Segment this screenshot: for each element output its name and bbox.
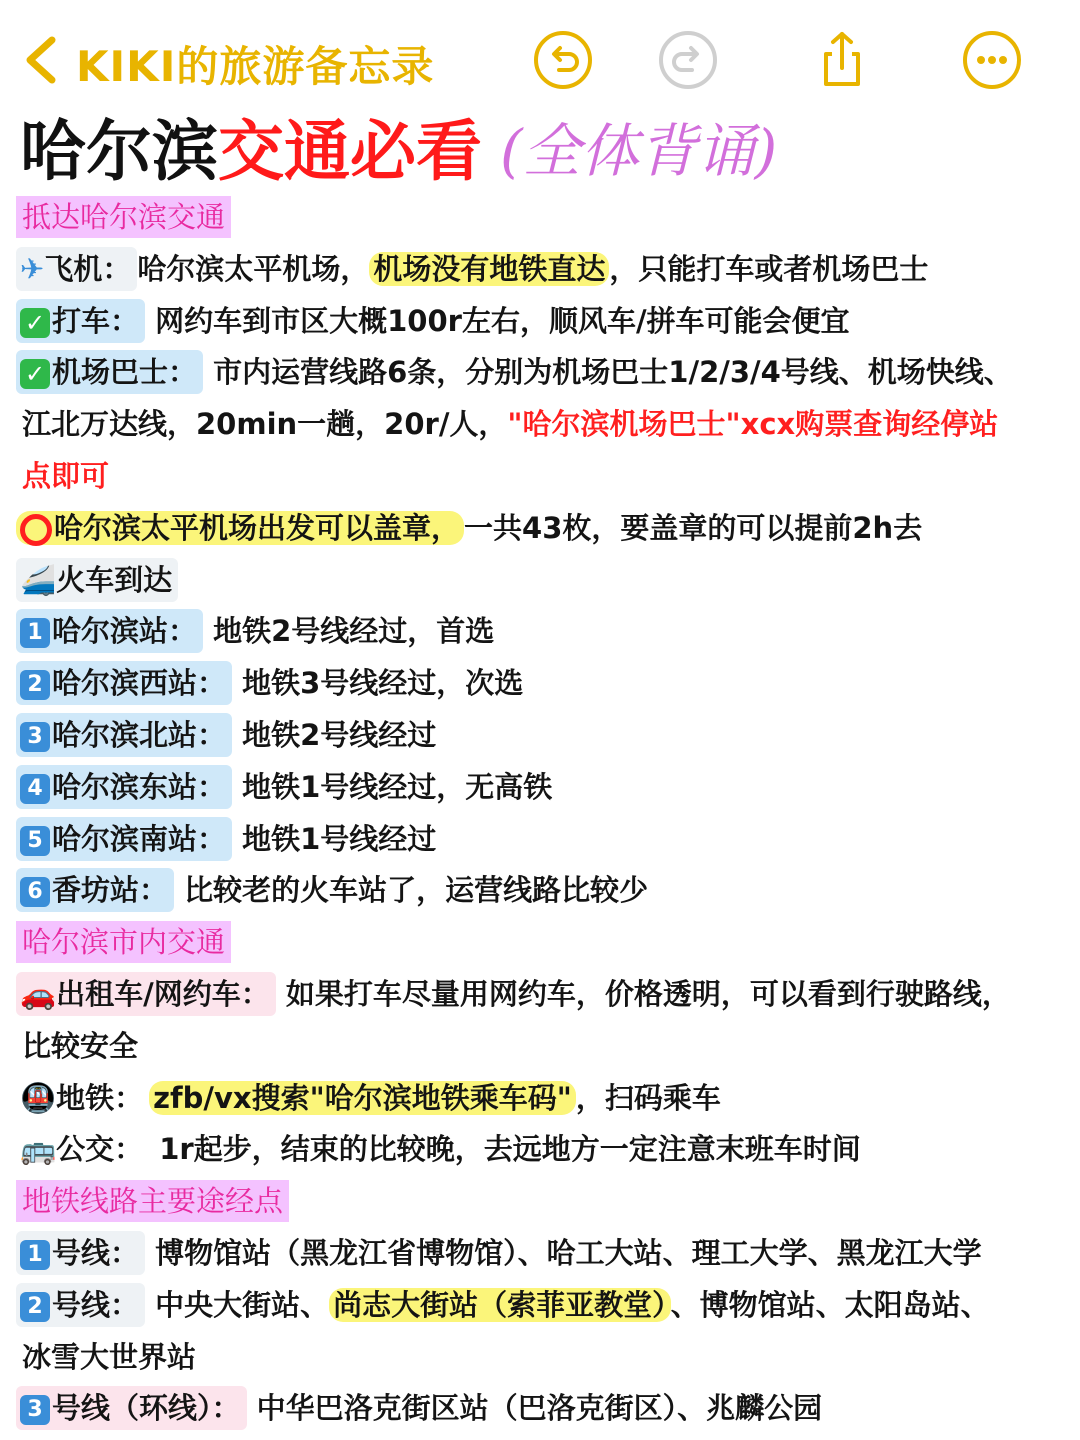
list-item: ✈飞机： 哈尔滨太平机场， 机场没有地铁直达 ，只能打车或者机场巴士 [16,244,1066,296]
section-heading-city: 哈尔滨市内交通 [16,921,231,963]
note-body[interactable] [16,192,1066,1435]
list-item-continued: 江北万达线，20min一趟，20r/人，"哈尔滨机场巴士"xcx购票查询经停站 [22,407,999,442]
title-part-transport: 交通必看 [218,113,482,190]
redo-button[interactable] [658,30,718,90]
label-line-1: 1 号线： [16,1231,145,1275]
list-item: 1 号线： 博物馆站（黑龙江省博物馆）、哈工大站、理工大学、黑龙江大学 [16,1228,1066,1280]
label-station-5: 5 哈尔滨南站： [16,817,232,861]
train-icon: 🚄 [20,562,57,597]
page-title [20,98,778,190]
list-item-continued: 比较安全 [22,1028,139,1063]
number-3-icon: 3 [20,1395,50,1425]
more-button[interactable] [962,30,1022,90]
number-2-icon: 2 [20,1292,50,1322]
highlight: 哈尔滨太平机场出发可以盖章， [16,511,464,545]
list-item: 4 哈尔滨东站： 地铁1号线经过，无高铁 [16,762,1066,814]
number-3-icon: 3 [20,722,50,752]
list-item: 5 哈尔滨南站： 地铁1号线经过 [16,814,1066,866]
label-station-2: 2 哈尔滨西站： [16,661,232,705]
list-item: 3 号线（环线）： 中华巴洛克街区站（巴洛克街区）、兆麟公园 [16,1383,1066,1435]
title-handwritten-note: (全体背诵) [500,116,778,185]
list-item-continued: 冰雪大世界站 [22,1339,197,1374]
number-4-icon: 4 [20,774,50,804]
list-item: 🚗出租车/网约车： 如果打车尽量用网约车，价格透明，可以看到行驶路线， [16,969,1066,1021]
list-item: ✓ 机场巴士： 市内运营线路6条，分别为机场巴士1/2/3/4号线、机场快线、 [16,347,1066,399]
number-1-icon: 1 [20,618,50,648]
list-item: ✓ 打车： 网约车到市区大概100r左右，顺风车/拼车可能会便宜 [16,296,1066,348]
airplane-icon: ✈ [20,251,45,286]
number-2-icon: 2 [20,670,50,700]
label-cab: 🚗出租车/网约车： [16,972,276,1016]
red-circle-icon [20,514,52,546]
list-item: 2 号线： 中央大街站、 尚志大街站（索菲亚教堂） 、博物馆站、太阳岛站、 [16,1280,1066,1332]
undo-icon [533,30,593,90]
list-item: 🚌公交： 1r起步，结束的比较晚，去远地方一定注意末班车时间 [16,1124,1066,1176]
label-station-6: 6 香坊站： [16,868,174,912]
red-note: "哈尔滨机场巴士"xcx购票查询经停站 [507,407,999,442]
share-icon [812,30,872,90]
label-airport-bus: ✓ 机场巴士： [16,350,203,394]
checkmark-icon: ✓ [20,359,50,389]
list-item: 2 哈尔滨西站： 地铁3号线经过，次选 [16,658,1066,710]
label-taxi: ✓ 打车： [16,299,145,343]
list-item: 6 香坊站： 比较老的火车站了，运营线路比较少 [16,865,1066,917]
highlight: zfb/vx搜索"哈尔滨地铁乘车码" [149,1081,576,1115]
label-metro: 🚇地铁： [16,1076,149,1120]
chevron-left-icon [20,32,60,88]
car-icon: 🚗 [20,976,57,1011]
metro-icon: 🚇 [20,1080,57,1115]
app-title: KIKI的旅游备忘录 [76,42,435,91]
label-station-3: 3 哈尔滨北站： [16,713,232,757]
label-plane: ✈飞机： [16,247,137,291]
undo-button[interactable] [533,30,593,90]
list-item-continued: 点即可 [22,458,110,493]
section-heading-metro-lines: 地铁线路主要途经点 [16,1180,289,1222]
label-station-4: 4 哈尔滨东站： [16,765,232,809]
number-5-icon: 5 [20,826,50,856]
label-line-3: 3 号线（环线）： [16,1386,247,1430]
toolbar [0,22,1080,98]
list-item: 3 哈尔滨北站： 地铁2号线经过 [16,710,1066,762]
checkmark-icon: ✓ [20,308,50,338]
section-heading-arrival: 抵达哈尔滨交通 [16,196,231,238]
label-bus: 🚌公交： [16,1127,149,1171]
redo-icon [658,30,718,90]
label-station-1: 1 哈尔滨站： [16,609,203,653]
highlight: 尚志大街站（索菲亚教堂） [329,1288,671,1322]
more-icon [962,30,1022,90]
list-item [16,555,1066,607]
list-item: 哈尔滨太平机场出发可以盖章， 一共43枚，要盖章的可以提前2h去 [16,503,1066,555]
share-button[interactable] [812,30,872,90]
number-1-icon: 1 [20,1240,50,1270]
back-button[interactable] [20,32,76,88]
highlight: 机场没有地铁直达 [369,252,609,286]
list-item: 🚇地铁： zfb/vx搜索"哈尔滨地铁乘车码" ，扫码乘车 [16,1073,1066,1125]
label-line-2: 2 号线： [16,1283,145,1327]
label-train: 🚄火车到达 [16,558,178,602]
list-item: 1 哈尔滨站： 地铁2号线经过，首选 [16,606,1066,658]
title-part-city: 哈尔滨 [20,113,218,190]
bus-icon: 🚌 [20,1132,57,1167]
number-6-icon: 6 [20,877,50,907]
